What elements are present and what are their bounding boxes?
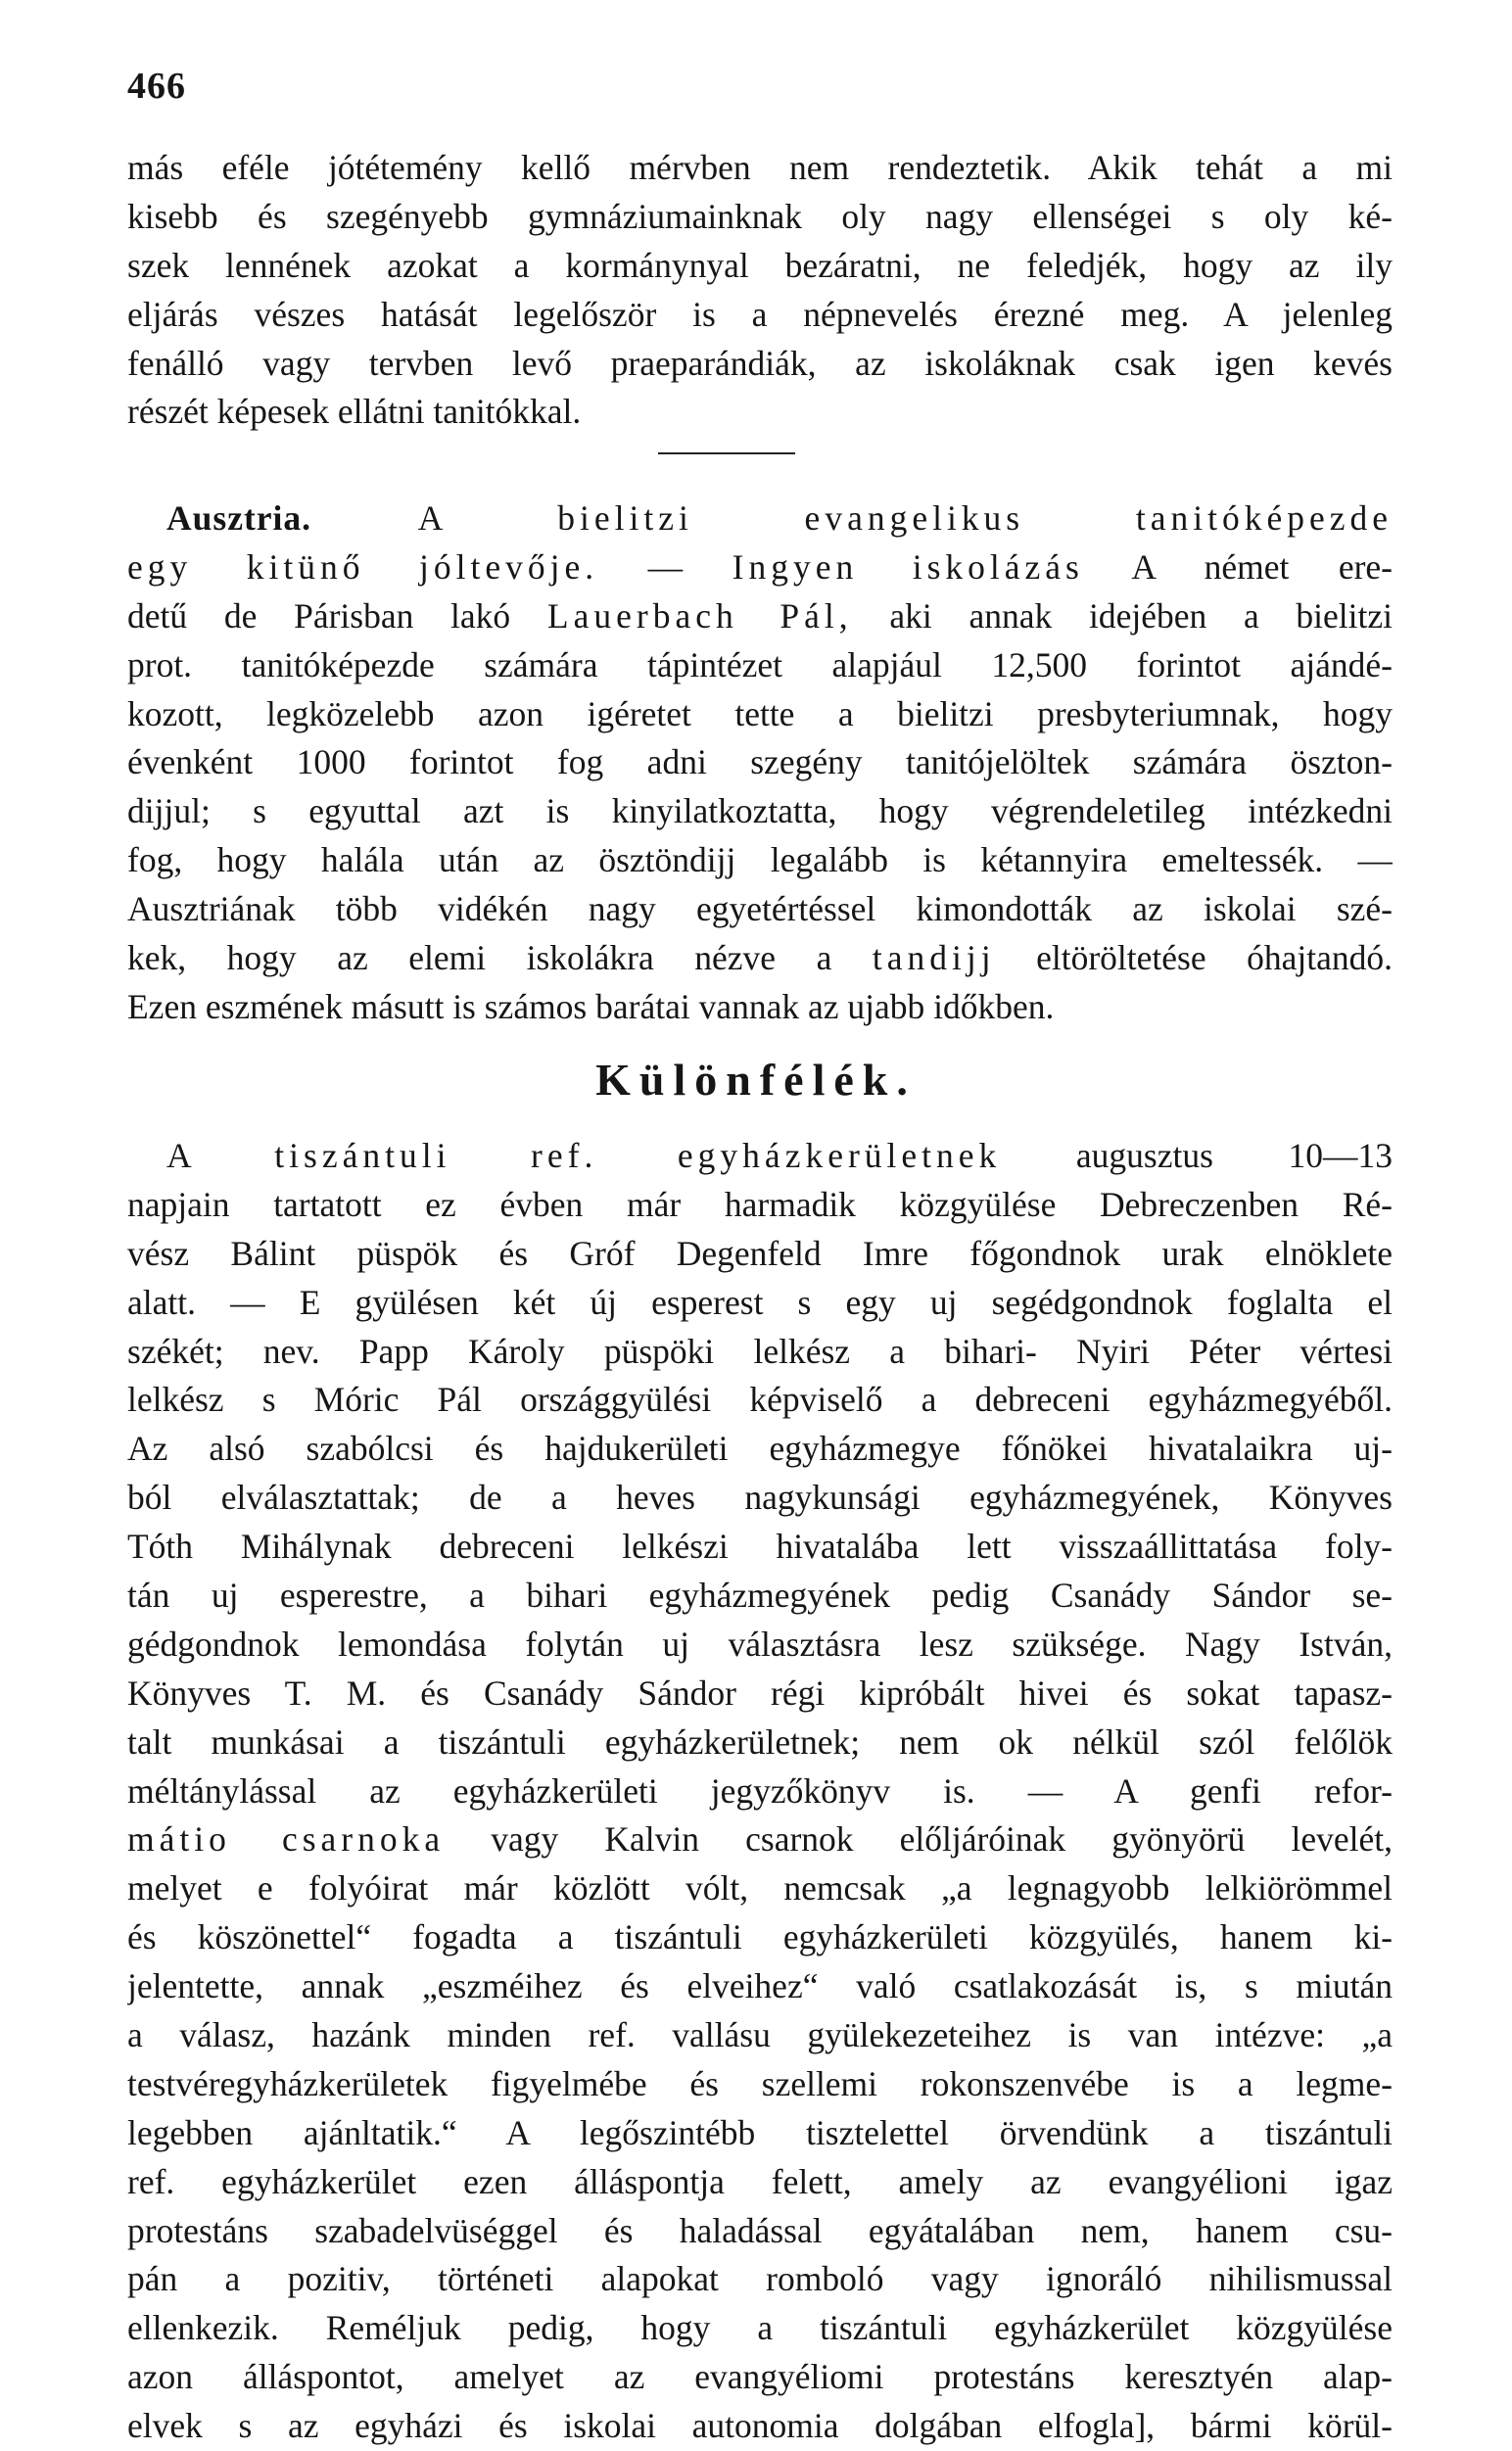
text-line: talt munkásai a tiszántuli egyházkerületnek; nem ok nélkül szól felőlök — [127, 1721, 1393, 1762]
text-line: dijjul; s egyuttal azt is kinyilatkoztatta, hogy végrendeletileg intézkedni — [127, 791, 1393, 831]
text-line: testvéregyházkerületek figyelmébe és szellemi rokonszenvébe is a legme- — [127, 2063, 1393, 2103]
text-line: fenálló vagy tervben levő praeparándiák, az iskoláknak csak igen kevés — [127, 343, 1393, 383]
paragraph-ausztria — [127, 495, 1393, 1032]
text-line: elvek s az egyházi és iskolai autonomia dolgában elfogla], bármi körül- — [127, 2406, 1393, 2446]
text-line: ellenkezik. Reméljuk pedig, hogy a tiszántuli egyházkerület közgyülése — [127, 2308, 1393, 2348]
line-text: aki annak idejében a bielitzi — [889, 595, 1393, 636]
text-line: kisebb és szegényebb gymnáziumainknak oly nagy ellenségei s oly ké- — [127, 196, 1393, 236]
text-line: melyet e folyóirat már közlött vólt, nemcsak „a legnagyobb lelkiörömmel — [127, 1868, 1393, 1909]
text-line: legebben ajánltatik.“ A legőszintébb tisztelettel örvendünk a tiszántuli — [127, 2112, 1393, 2152]
text-line: kozott, legközelebb azon igéretet tette a bielitzi presbyteriumnak, hogy — [127, 693, 1393, 733]
text-line: eljárás vészes hatását legelőször is a népnevelés érezné meg. A jelenleg — [127, 294, 1393, 334]
text-line: lelkész s Móric Pál országgyülési képviselő a debreceni egyházmegyéből. — [127, 1380, 1393, 1420]
text-line: szek lennének azokat a kormánynyal bezáratni, ne feledjék, hogy az ily — [127, 245, 1393, 285]
person-name: Lauerbach Pál, — [546, 595, 853, 636]
text-line — [127, 1132, 1393, 1181]
line-text: detű de Párisban lakó — [127, 595, 511, 636]
paragraph-kulonfelek — [127, 1132, 1393, 2451]
text-line — [127, 934, 1393, 983]
text-line: napjain tartatott ez évben már harmadik közgyülése Debreczenben Ré- — [127, 1184, 1393, 1224]
paragraph-gymnasium — [127, 144, 1393, 437]
spaced-text: egy kitünő jóltevője. — [127, 546, 599, 587]
text-line: Könyves T. M. és Csanády Sándor régi kipróbált hivei és sokat tapasz- — [127, 1673, 1393, 1713]
text-line — [127, 1815, 1393, 1864]
spaced-text: Ingyen iskolázás — [732, 546, 1084, 587]
text-line: fog, hogy halála után az ösztöndijj legalább is kétannyira emeltessék. — — [127, 840, 1393, 880]
text-line: Az alsó szabólcsi és hajdukerületi egyházmegye főnökei hivatalaikra uj- — [127, 1429, 1393, 1469]
page-number: 466 — [127, 66, 186, 107]
line-text: augusztus 10—13 — [1075, 1136, 1393, 1175]
text-line: ref. egyházkerület ezen álláspontja felett, amely az evangyélioni igaz — [127, 2161, 1393, 2201]
country-label: Ausztria. — [166, 498, 312, 538]
text-line — [127, 495, 1393, 543]
section-divider — [658, 452, 795, 454]
text-line: Tóth Mihálynak debreceni lelkészi hivatalába lett visszaállittatása foly- — [127, 1527, 1393, 1567]
text-line: székét; nev. Papp Károly püspöki lelkész a bihari- Nyiri Péter vértesi — [127, 1331, 1393, 1371]
text-line: alatt. — E gyülésen két új esperest s egy uj segédgondnok foglalta el — [127, 1282, 1393, 1322]
text-line: részét képesek ellátni tanitókkal. — [127, 392, 582, 432]
text-line: tán uj esperestre, a bihari egyházmegyének pedig Csanády Sándor se- — [127, 1576, 1393, 1616]
text-line — [127, 543, 1393, 592]
line-text: vagy Kalvin csarnok előljáróinak gyönyörü levelét, — [491, 1819, 1393, 1860]
text-line: prot. tanitóképezde számára tápintézet alapjául 12,500 forintot ajándé- — [127, 644, 1393, 684]
text-line: évenként 1000 forintot fog adni szegény tanitójelöltek számára öszton- — [127, 742, 1393, 782]
text-line — [127, 592, 1393, 641]
text-line: méltánylással az egyházkerületi jegyzőkönyv is. — A genfi refor- — [127, 1770, 1393, 1811]
text-line: gédgondnok lemondása folytán uj választásra lesz szüksége. Nagy István, — [127, 1624, 1393, 1664]
text-line: Ezen eszmének másutt is számos barátai vannak az ujabb időkben. — [127, 986, 1055, 1026]
text-line: protestáns szabadelvüséggel és haladással egyátalában nem, hanem csu- — [127, 2210, 1393, 2250]
spaced-text: mátio csarnoka — [127, 1819, 446, 1860]
dash: — — [598, 546, 732, 587]
text-line: azon álláspontot, amelyet az evangyéliomi protestáns keresztyén alap- — [127, 2357, 1393, 2397]
text-line: ból elválasztattak; de a heves nagykunsági egyházmegyének, Könyves — [127, 1478, 1393, 1518]
line-text: eltöröltetése óhajtandó. — [1036, 938, 1393, 978]
text-line: más eféle jótétemény kellő mérvben nem rendeztetik. Akik tehát a mi — [127, 148, 1393, 187]
line-text: kek, hogy az elemi iskolákra nézve a — [127, 938, 832, 978]
text-line: és köszönettel“ fogadta a tiszántuli egyházkerületi közgyülés, hanem ki- — [127, 1917, 1393, 1957]
text-line: Ausztriának több vidékén nagy egyetértéssel kimondották az iskolai szé- — [127, 889, 1393, 929]
spaced-text: A tiszántuli ref. egyházkerületnek — [166, 1136, 1002, 1175]
spaced-text: tandijj — [872, 938, 996, 978]
text-line: jelentette, annak „eszméihez és elveihez“ való csatlakozását is, s miután — [127, 1966, 1393, 2006]
section-heading: Különfélék. — [595, 1055, 917, 1105]
spaced-text: A bielitzi evangelikus tanitóképezde — [417, 498, 1393, 538]
text-line: a válasz, hazánk minden ref. vallásu gyülekezeteihez is van intézve: „a — [127, 2015, 1393, 2055]
line-text: A német ere- — [1131, 546, 1393, 587]
text-line: pán a pozitiv, történeti alapokat romboló vagy ignoráló nihilismussal — [127, 2259, 1393, 2299]
text-line: vész Bálint püspök és Gróf Degenfeld Imre főgondnok urak elnöklete — [127, 1233, 1393, 1273]
